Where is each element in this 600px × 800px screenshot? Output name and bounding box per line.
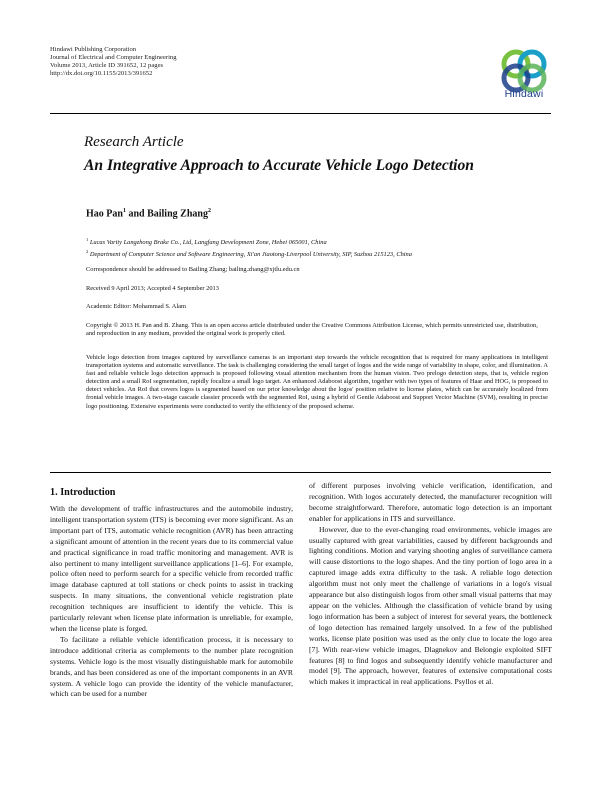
header-divider [50,113,551,114]
paragraph: With the development of traffic infrastructures and the automobile industry, intelligent transportation system (ITS) is becoming ever more significant. As an important part of ITS, automatic vehicle recognition (AVR) has been attracting a significant amount of attention in the recent years due to its commercial value and practical significance in road traffic monitoring and management. AVR is also pertinent to many intelligent surveillance applications [1–6]. For example, police often need to perform search for a specific vehicle from recorded traffic image database captured at toll stations or check points to assist in tracking suspects. In many situations, the conventional vehicle registration plate recognition techniques are insufficient to identify the vehicle. This is particularly relevant when license plate information is unreliable, for example, when the license plate is forged. [50,504,293,633]
academic-editor: Academic Editor: Mohammad S. Alam [86,303,186,310]
volume-info: Volume 2013, Article ID 391652, 12 pages [50,62,164,69]
journal-header [50,46,177,78]
journal-name: Journal of Electrical and Computer Engineering [50,54,177,61]
affiliation-text: Department of Computer Science and Software Engineering, Xi'an Jiaotong-Liverpool University, SIP, Suzhou 215123, China [88,251,412,259]
article-title: An Integrative Approach to Accurate Vehicle Logo Detection [84,157,474,174]
publisher-name: Hindawi Publishing Corporation [50,46,137,53]
affiliation-mark: 1 [86,237,89,242]
author-name: Bailing Zhang [147,208,208,220]
affiliation-1 [86,236,551,247]
affiliation-text: Lucas Varity Langzhong Brake Co., Ltd, Langfang Development Zone, Hebei 065001, China [88,239,327,247]
left-column [50,504,293,700]
author-affiliation-mark: 1 [122,208,126,214]
right-column [309,481,552,688]
paragraph: of different purposes involving vehicle verification, identification, and recognition. With logos accurately detected, the manufacturer recognition will become straightforward. Therefore, automatic logo detection is an important enabler for applications in ITS and surveillance. [309,481,552,523]
correspondence: Correspondence should be addressed to Bailing Zhang; bailing.zhang@xjtlu.edu.cn [86,266,300,273]
author-list [86,208,211,219]
author-affiliation-mark: 2 [207,208,211,214]
section-heading: 1. Introduction [50,487,116,498]
abstract-divider [50,472,551,473]
copyright-notice: Copyright © 2013 H. Pan and B. Zhang. This is an open access article distributed under the Creative Commons Attribution License, which permits unrestricted use, distribution, and reproduction in any medium, provided the original work is properly cited. [86,322,538,337]
paragraph: However, due to the ever-changing road environments, vehicle images are usually captured with great variabilities, caused by different backgrounds and lighting conditions. Motion and varying shooting angles of surveillance camera will cause distortions to the logo shapes. And the tiny portion of logo area in a captured image adds extra difficulty to the task. A reliable logo detection algorithm must not only meet the challenge of variations in a logo's visual appearance but also distinguish logos from other small visual patterns that may appear on the vehicles. Although the classification of vehicle brand by using logo information has been a subject of interest for several years, the bottleneck of logo detection has remained largely unsolved. In a few of the published works, license plate position was used as the only clue to locate the logo area [7]. With rear-view vehicle images, Dlagnekov and Belongie exploited SIFT features [8] to find logos and subsequently identify vehicle manufacturer and model [9]. The approach, however, features of extensive computational costs which makes it impractical in real applications. Psyllos et al. [309,524,552,687]
affiliation-mark: 2 [86,249,89,254]
author-name: Hao Pan [86,208,123,220]
author-joiner: and [125,208,148,220]
affiliation-2 [86,248,551,259]
hindawi-logo-text: Hindawi [504,88,544,100]
doi-link[interactable]: http://dx.doi.org/10.1155/2013/391652 [50,70,153,77]
article-type: Research Article [84,134,184,150]
paragraph: To facilitate a reliable vehicle identification process, it is necessary to introduce additional criteria as complements to the number plate recognition systems. Vehicle logo is the most visually distinguishable mark for automobile brands, and has been considered as one of the important components in an AVR system. A vehicle logo can provide the identity of the vehicle manufacturer, which can be used for a number [50,634,293,699]
abstract: Vehicle logo detection from images captured by surveillance cameras is an important step towards the vehicle recognition that is required for many applications in intelligent transportation systems and automatic surveillance. The task is challenging considering the small target of logos and the wide range of variability in shape, color, and illumination. A fast and reliable vehicle logo detection approach is proposed following visual attention mechanism from the human vision. Two prelogo detection steps, that is, vehicle region detection and a small RoI segmentation, rapidly focalize a small logo target. An enhanced Adaboost algorithm, together with two types of features of Haar and HOG, is proposed to detect vehicles. An RoI that covers logos is segmented based on our prior knowledge about the logos' position relative to license plates, which can be accurately localized from frontal vehicle images. A two-stage cascade classier proceeds with the segmented RoI, using a hybrid of Gentle Adaboost and Support Vector Machine (SVM), resulting in precise logo positioning. Extensive experiments were conducted to verify the efficiency of the proposed scheme. [86,354,548,410]
received-accepted-dates: Received 9 April 2013; Accepted 4 September 2013 [86,285,219,292]
